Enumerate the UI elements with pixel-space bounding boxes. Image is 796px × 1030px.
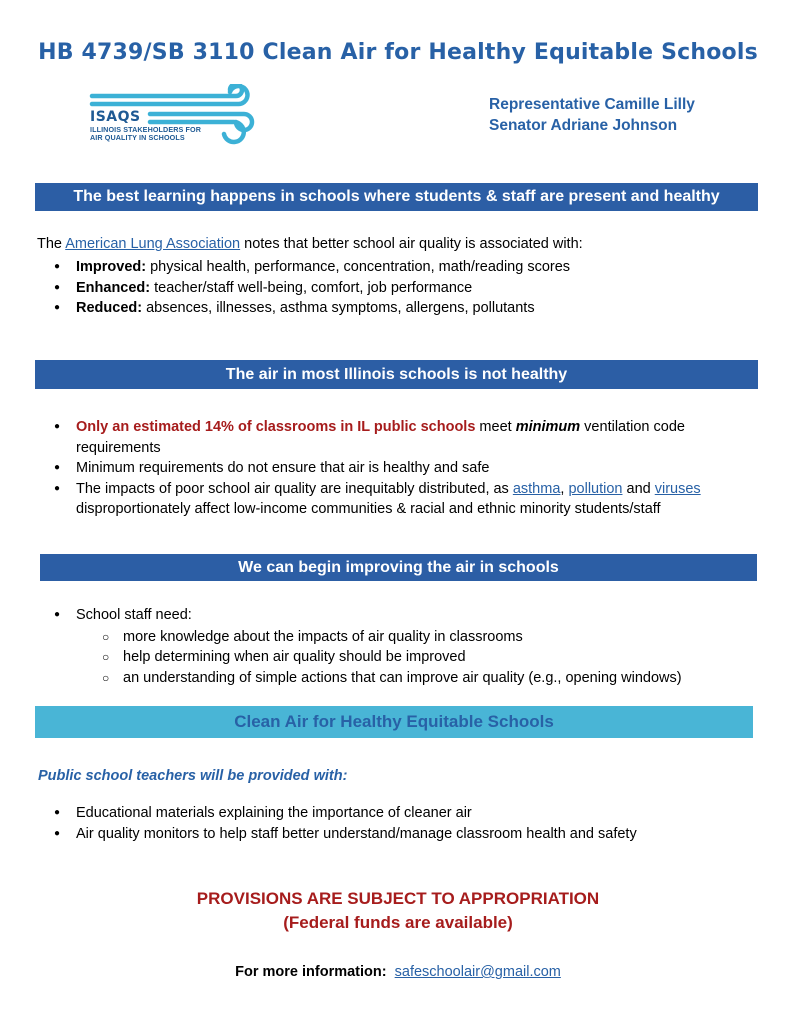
list-item: ● Educational materials explaining the importance of cleaner air: [38, 803, 637, 824]
provisions-notice: PROVISIONS ARE SUBJECT TO APPROPRIATION (Federal funds are available): [196, 889, 600, 932]
representative: Representative Camille Lilly: [489, 96, 695, 113]
contact-info: [0, 964, 796, 980]
staff-needs-list: [38, 605, 758, 688]
teacher-provisions-list: [38, 803, 637, 844]
section-banner-improving-air: We can begin improving the air in schools: [40, 554, 757, 581]
viruses-link[interactable]: viruses: [654, 480, 701, 497]
teachers-subheading: Public school teachers will be provided with:: [38, 768, 348, 784]
sponsors: [489, 94, 695, 136]
list-item: ○ help determining when air quality should be improved: [76, 647, 758, 668]
document-title: HB 4739/SB 3110 Clean Air for Healthy Equitable Schools: [38, 40, 758, 65]
list-item: ● Reduced: absences, illnesses, asthma symptoms, allergens, pollutants: [38, 298, 570, 319]
isaqs-logo: [88, 84, 258, 146]
list-item: ○ more knowledge about the impacts of air quality in classrooms: [76, 627, 758, 648]
benefits-list: [38, 257, 570, 319]
logo-acronym: ISAQS: [90, 109, 141, 125]
list-item: ● The impacts of poor school air quality are inequitably distributed, as asthma, pollution and viruses disproportionately affect low-income communities & racial and ethnic minority students/staff: [38, 479, 758, 520]
list-item: ● Enhanced: teacher/staff well-being, comfort, job performance: [38, 278, 570, 299]
air-quality-facts-list: [38, 417, 758, 520]
list-item: ● Minimum requirements do not ensure that air is healthy and safe: [38, 458, 758, 479]
list-item: ● Improved: physical health, performance, concentration, math/reading scores: [38, 257, 570, 278]
logo-subtitle: ILLINOIS STAKEHOLDERS FOR AIR QUALITY IN SCHOOLS: [90, 125, 201, 142]
intro-text: The American Lung Association notes that better school air quality is associated with:: [37, 236, 583, 252]
asthma-link[interactable]: asthma: [512, 480, 561, 497]
list-item: ● Only an estimated 14% of classrooms in IL public schools meet minimum ventilation code requirements: [38, 417, 758, 458]
senator: Senator Adriane Johnson: [489, 117, 678, 134]
pollution-link[interactable]: pollution: [568, 480, 623, 497]
section-banner-learning: The best learning happens in schools where students & staff are present and healthy: [35, 183, 758, 211]
section-banner-clean-air: Clean Air for Healthy Equitable Schools: [35, 706, 753, 738]
section-banner-air-not-healthy: The air in most Illinois schools is not healthy: [35, 360, 758, 389]
list-item: ○ an understanding of simple actions that can improve air quality (e.g., opening windows): [76, 668, 758, 689]
staff-needs-sublist: [76, 627, 758, 689]
list-item: ● School staff need: ○ more knowledge about the impacts of air quality in classrooms ○ help determining when air quality should be improved ○ an understanding of simple actions that can improve air quality (e.g., opening windows): [38, 605, 758, 688]
contact-label: For more information:: [235, 964, 387, 980]
email-link[interactable]: safeschoolair@gmail.com: [394, 964, 561, 980]
american-lung-association-link[interactable]: American Lung Association: [65, 236, 241, 252]
list-item: ● Air quality monitors to help staff better understand/manage classroom health and safety: [38, 824, 637, 845]
